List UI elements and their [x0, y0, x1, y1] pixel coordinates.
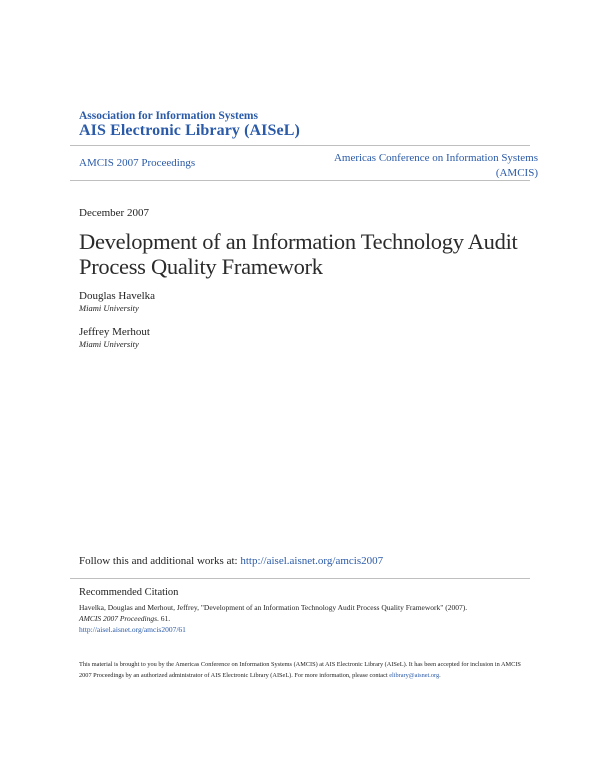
- citation-block: [79, 602, 529, 635]
- follow-text: Follow this and additional works at:: [79, 555, 241, 567]
- follow-line: [79, 555, 383, 567]
- series-link[interactable]: AMCIS 2007 Proceedings: [79, 157, 196, 169]
- conference-line-1: Americas Conference on Information Systems: [333, 152, 538, 164]
- author-block: [79, 326, 150, 349]
- conference-link[interactable]: [308, 151, 538, 181]
- citation-number: . 61.: [157, 614, 171, 623]
- contact-email-link[interactable]: elibrary@aisnet.org: [389, 672, 440, 679]
- association-name: Association for Information Systems: [79, 110, 258, 122]
- conference-line-2: (AMCIS): [495, 167, 538, 179]
- footer-text: This material is brought to you by the Americas Conference on Information Systems (AMCIS) at AIS Electronic Library (AISeL). It has been accepted for inclusion in AMCIS 2007 Proceedings by an authorized administrator of AIS Electronic Library (AISeL). For more information, please contact: [79, 661, 521, 679]
- library-name: AIS Electronic Library (AISeL): [79, 122, 300, 139]
- divider-top: [70, 145, 530, 146]
- citation-link[interactable]: http://aisel.aisnet.org/amcis2007/61: [79, 625, 186, 634]
- footer-end: .: [439, 672, 441, 679]
- divider-citation: [70, 578, 530, 579]
- paper-title: Development of an Information Technology Audit Process Quality Framework: [79, 229, 518, 279]
- citation-source: AMCIS 2007 Proceedings: [79, 614, 158, 623]
- author-name: Douglas Havelka: [79, 290, 156, 302]
- footer-notice: [79, 659, 529, 681]
- divider-mid: [70, 180, 530, 181]
- author-name: Jeffrey Merhout: [79, 326, 150, 338]
- author-affiliation: Miami University: [79, 303, 139, 313]
- author-block: [79, 290, 155, 313]
- follow-link[interactable]: http://aisel.aisnet.org/amcis2007: [240, 555, 384, 567]
- citation-text: Havelka, Douglas and Merhout, Jeffrey, "Development of an Information Technology Audit Process Quality Framework" (2007).: [79, 603, 468, 612]
- publication-date: December 2007: [79, 207, 149, 219]
- recommended-citation-heading: Recommended Citation: [79, 587, 179, 598]
- author-affiliation: Miami University: [79, 339, 139, 349]
